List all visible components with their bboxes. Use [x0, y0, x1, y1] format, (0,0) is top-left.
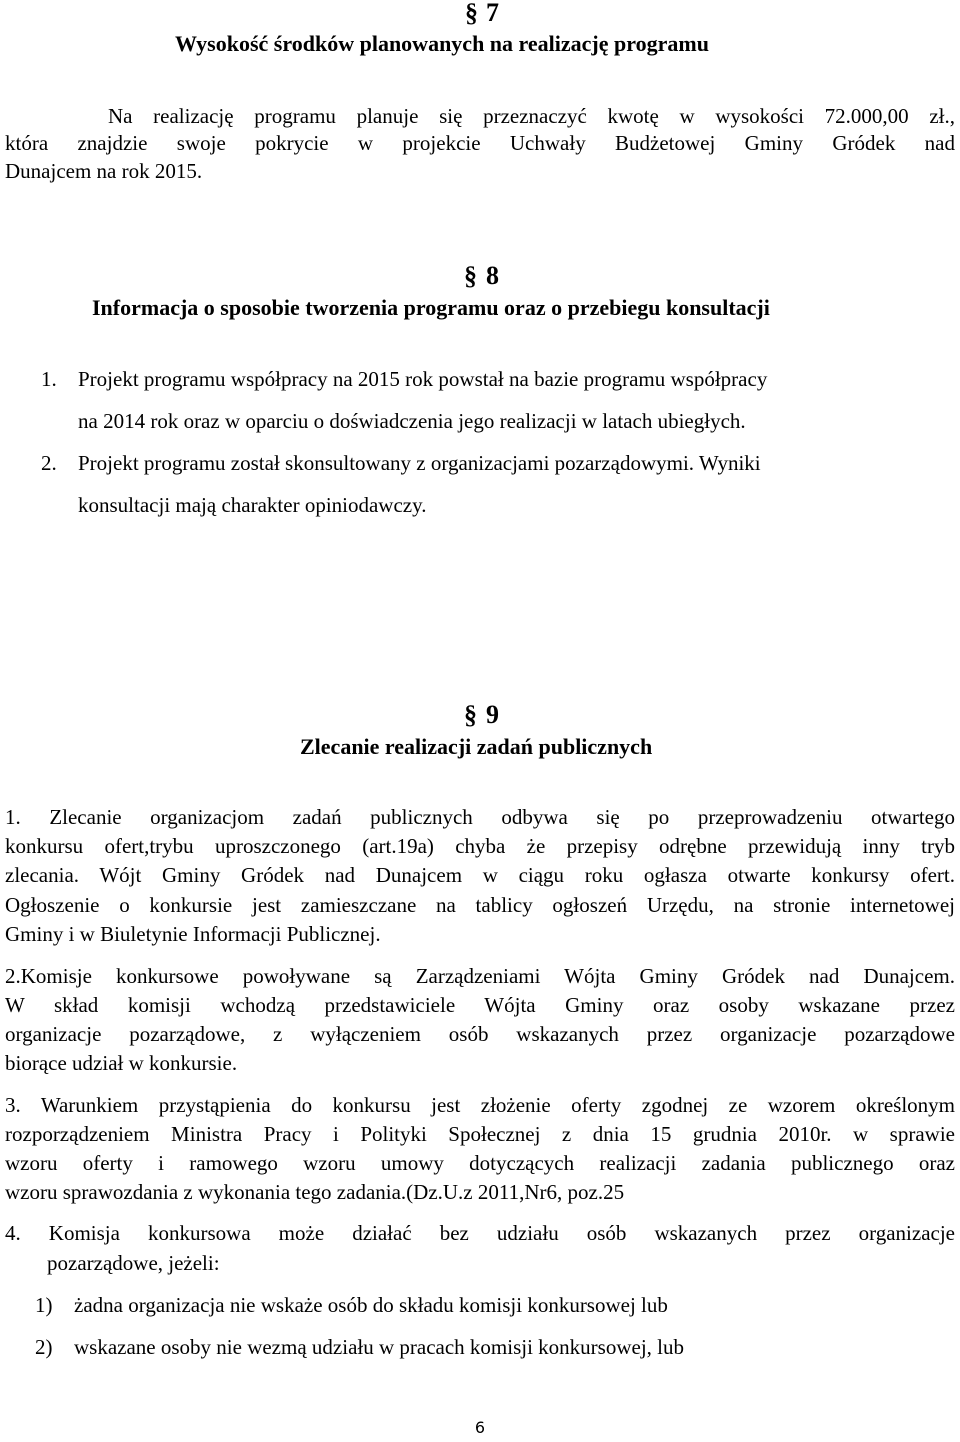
paragraph-line: zlecania. Wójt Gminy Gródek nad Dunajcem w ciągu roku ogłasza otwarte konkursy ofert. — [5, 863, 955, 887]
paragraph-line: która znajdzie swoje pokrycie w projekcie Uchwały Budżetowej Gminy Gródek nad — [5, 131, 955, 155]
section-number: 8 — [486, 261, 499, 290]
paragraph-line: organizacje pozarządowe, z wyłączeniem osób wskazanych przez organizacje pozarządowe — [5, 1022, 955, 1046]
list-marker: 2) — [35, 1335, 53, 1359]
section-sign: § — [465, 0, 478, 27]
paragraph-line: pozarządowe, jeżeli: — [47, 1251, 220, 1275]
list-item-text: Projekt programu współpracy na 2015 rok powstał na bazie programu współpracy — [78, 367, 768, 391]
paragraph-line: Na realizację programu planuje się przeznaczyć kwotę w wysokości 72.000,00 zł., — [108, 104, 955, 128]
list-item-text: na 2014 rok oraz w oparciu o doświadczenia jego realizacji w latach ubiegłych. — [78, 409, 746, 433]
paragraph-line: konkursu ofert,trybu uproszczonego (art.19a) chyba że przepisy odrębne przewidują inny tryb — [5, 834, 955, 858]
section-title: Zlecanie realizacji zadań publicznych — [300, 734, 653, 759]
paragraph-line: 1. Zlecanie organizacjom zadań publicznych odbywa się po przeprowadzeniu otwartego — [5, 805, 955, 829]
paragraph-line: W skład komisji wchodzą przedstawiciele Wójta Gminy oraz osoby wskazane przez — [5, 993, 955, 1017]
list-item-text: Projekt programu został skonsultowany z organizacjami pozarządowymi. Wyniki — [78, 451, 761, 475]
list-item-text: wskazane osoby nie wezmą udziału w pracach komisji konkursowej, lub — [74, 1335, 684, 1359]
list-marker: 1) — [35, 1293, 53, 1317]
section-sign: § — [464, 261, 477, 290]
paragraph-line: Ogłoszenie o konkursie jest zamieszczane na tablicy ogłoszeń Urzędu, na stronie internetowej — [5, 893, 955, 917]
list-marker: 1. — [41, 367, 57, 391]
list-item-text: żadna organizacja nie wskaże osób do składu komisji konkursowej lub — [74, 1293, 668, 1317]
page-number: 6 — [474, 1418, 486, 1437]
section-title: Informacja o sposobie tworzenia programu oraz o przebiegu konsultacji — [92, 295, 770, 320]
paragraph-line: 3. Warunkiem przystąpienia do konkursu jest złożenie oferty zgodnej ze wzorem określonym — [5, 1093, 955, 1117]
section-sign: § — [464, 700, 477, 729]
section-title: Wysokość środków planowanych na realizację programu — [175, 31, 709, 56]
paragraph-line: wzoru sprawozdania z wykonania tego zadania.(Dz.U.z 2011,Nr6, poz.25 — [5, 1180, 625, 1204]
section-number: 9 — [486, 700, 499, 729]
paragraph-line: 2.Komisje konkursowe powoływane są Zarządzeniami Wójta Gminy Gródek nad Dunajcem. — [5, 964, 955, 988]
paragraph-line: Dunajcem na rok 2015. — [5, 159, 203, 183]
paragraph-line: Gminy i w Biuletynie Informacji Publicznej. — [5, 922, 381, 946]
list-marker: 2. — [41, 451, 57, 475]
section-number: 7 — [486, 0, 499, 27]
paragraph-line: wzoru oferty i ramowego wzoru umowy dotyczących realizacji zadania publicznego oraz — [5, 1151, 955, 1175]
paragraph-line: biorące udział w konkursie. — [5, 1051, 238, 1075]
paragraph-line: 4. Komisja konkursowa może działać bez udziału osób wskazanych przez organizacje — [5, 1221, 955, 1245]
list-item-text: konsultacji mają charakter opiniodawczy. — [78, 493, 427, 517]
paragraph-line: rozporządzeniem Ministra Pracy i Polityki Społecznej z dnia 15 grudnia 2010r. w sprawie — [5, 1122, 955, 1146]
